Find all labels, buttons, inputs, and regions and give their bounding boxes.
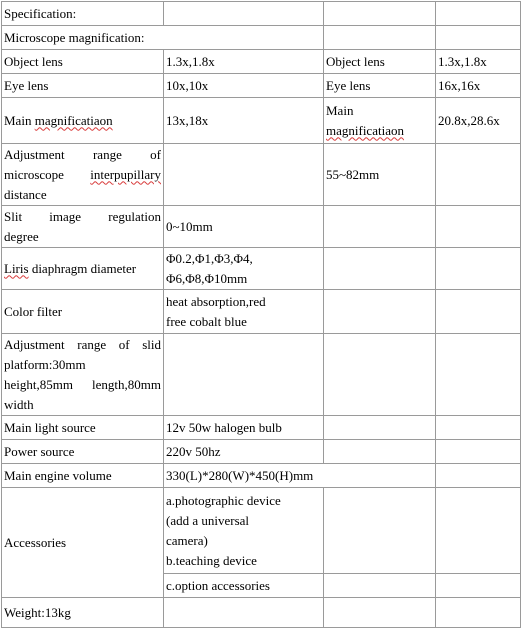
object-lens-label-2: Object lens xyxy=(324,50,436,74)
iris-label-rest: diaphragm diameter xyxy=(28,260,137,276)
table-row xyxy=(2,74,521,98)
object-lens-value: 1.3x,1.8x xyxy=(164,50,324,74)
slide-platform-line2: platform:30mm xyxy=(4,356,86,372)
main-magnification-value-2: 20.8x,28.6x xyxy=(436,98,521,144)
table-row xyxy=(2,290,521,334)
slide-platform-line4: width xyxy=(4,396,34,412)
eye-lens-label-2: Eye lens xyxy=(324,74,436,98)
table-row xyxy=(2,598,521,628)
specification-table xyxy=(1,1,521,628)
color-filter-label: Color filter xyxy=(2,290,164,334)
main-light-value: 12v 50w halogen bulb xyxy=(164,416,324,440)
slide-platform-label xyxy=(2,334,164,416)
table-row xyxy=(2,416,521,440)
main-magnification-prefix: Main xyxy=(4,112,35,128)
slit-line1: Slit image regulation xyxy=(4,208,161,224)
iris-label-word: Liris xyxy=(4,260,29,276)
eye-lens-label: Eye lens xyxy=(2,74,164,98)
slide-platform-line3: height,85mm length,80mm xyxy=(4,376,161,392)
interpupillary-label xyxy=(2,144,164,206)
interpupillary-value: 55~82mm xyxy=(324,144,436,206)
main-magnification-label-2-line2: magnificatiaon xyxy=(326,122,404,138)
accessories-line5: c.option accessories xyxy=(164,574,324,598)
main-magnification-label xyxy=(2,98,164,144)
color-filter-line2: free cobalt blue xyxy=(166,313,247,329)
table-row xyxy=(2,206,521,248)
iris-value-line1: Φ0.2,Φ1,Φ3,Φ4, xyxy=(166,250,253,266)
slit-line2: degree xyxy=(4,228,39,244)
engine-volume-label: Main engine volume xyxy=(2,464,164,488)
color-filter-line1: heat absorption,red xyxy=(166,293,266,309)
table-row xyxy=(2,248,521,290)
specification-heading: Specification: xyxy=(2,2,164,26)
color-filter-value xyxy=(164,290,324,334)
accessories-label: Accessories xyxy=(2,488,164,598)
main-light-label: Main light source xyxy=(2,416,164,440)
main-magnification-label-2-line1: Main xyxy=(326,102,354,118)
table-row xyxy=(2,26,521,50)
table-row xyxy=(2,334,521,416)
accessories-line1: a.photographic device xyxy=(166,492,281,508)
engine-volume-value: 330(L)*280(W)*450(H)mm xyxy=(164,464,436,488)
weight-label: Weight:13kg xyxy=(2,598,164,628)
iris-value-line2: Φ6,Φ8,Φ10mm xyxy=(166,270,248,286)
accessories-value xyxy=(164,488,324,574)
eye-lens-value-2: 16x,16x xyxy=(436,74,521,98)
slit-label xyxy=(2,206,164,248)
accessories-line2: (add a universal xyxy=(166,512,250,528)
slide-platform-line1: Adjustment range of slid xyxy=(4,336,161,352)
main-magnification-label-2 xyxy=(324,98,436,144)
iris-value xyxy=(164,248,324,290)
accessories-line4: b.teaching device xyxy=(166,552,257,568)
table-row xyxy=(2,2,521,26)
interpupillary-line3: distance xyxy=(4,186,47,202)
eye-lens-value: 10x,10x xyxy=(164,74,324,98)
object-lens-value-2: 1.3x,1.8x xyxy=(436,50,521,74)
table-row xyxy=(2,464,521,488)
table-row xyxy=(2,440,521,464)
interpupillary-line2b: interpupillary xyxy=(90,166,161,182)
microscope-magnification-heading: Microscope magnification: xyxy=(2,26,324,50)
table-row xyxy=(2,144,521,206)
power-label: Power source xyxy=(2,440,164,464)
accessories-line3: camera) xyxy=(166,532,208,548)
object-lens-label: Object lens xyxy=(2,50,164,74)
main-magnification-value: 13x,18x xyxy=(164,98,324,144)
power-value: 220v 50hz xyxy=(164,440,324,464)
main-magnification-word: magnificatiaon xyxy=(34,112,113,128)
interpupillary-line1: Adjustment range of xyxy=(4,146,161,162)
slit-value: 0~10mm xyxy=(164,206,324,248)
iris-label xyxy=(2,248,164,290)
table-row xyxy=(2,50,521,74)
table-row xyxy=(2,98,521,144)
table-row xyxy=(2,488,521,574)
interpupillary-line2a: microscope xyxy=(4,166,91,182)
